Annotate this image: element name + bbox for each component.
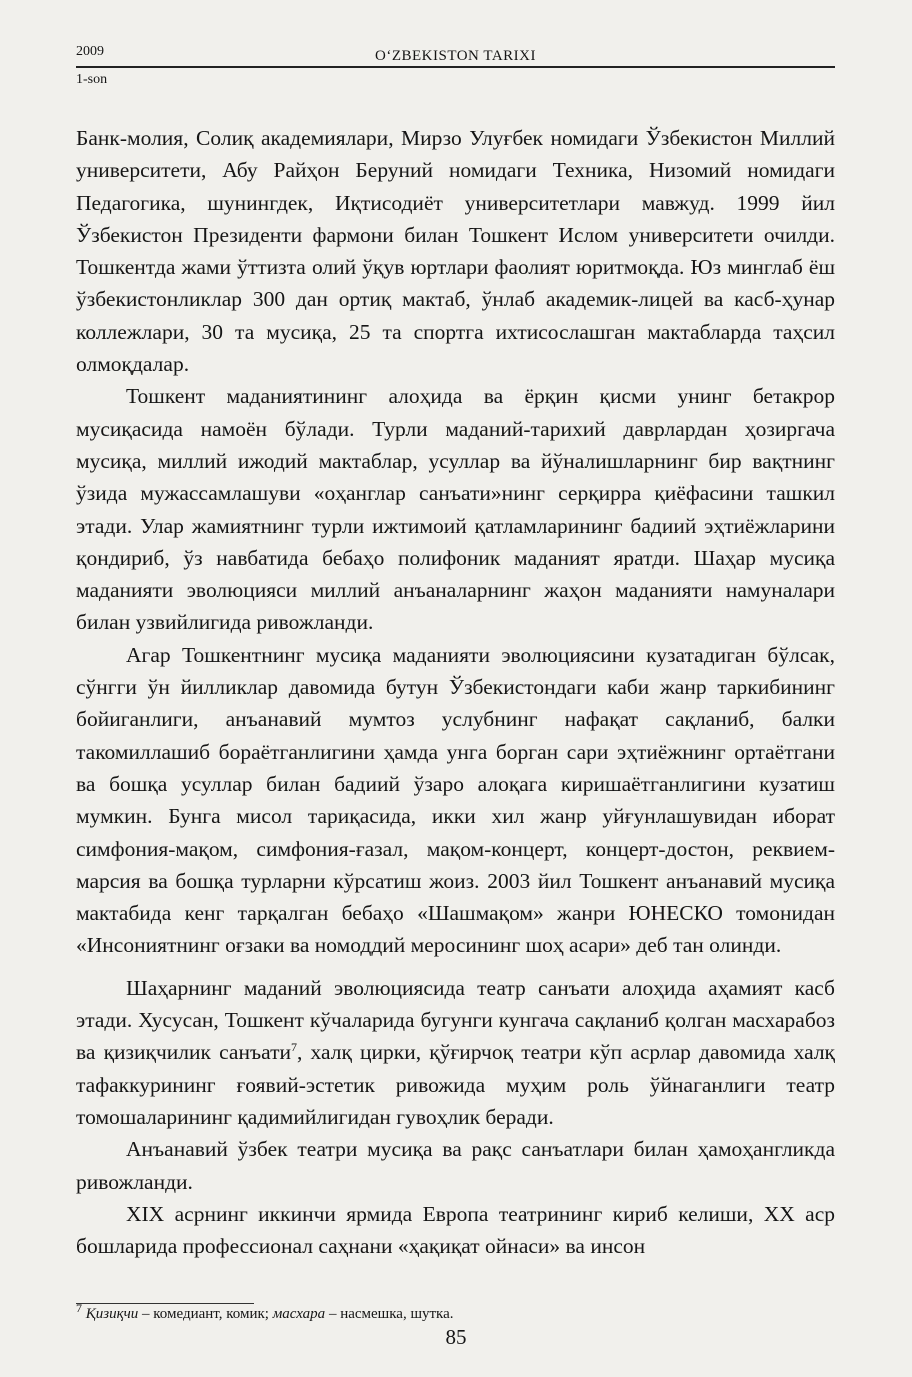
paragraph-text: , халқ цирки, қўғирчоқ театри кўп асрлар давомида халқ тафаккурининг ғоявий-эстетик ривожида муҳим роль ўйнаганлиги театр томошаларининг қадимийлигидан гувоҳлик беради. — [76, 1040, 835, 1129]
page-number: 85 — [445, 1325, 467, 1349]
footnote-ref: 7 — [290, 1040, 297, 1055]
header-issue: 1-son — [76, 72, 108, 87]
header-rule — [76, 66, 835, 68]
journal-title: O‘ZBEKISTON TARIXI — [375, 48, 536, 64]
footnote-term: масхара — [272, 1306, 326, 1322]
body-text — [76, 122, 835, 1262]
header-year: 2009 — [76, 44, 104, 59]
footnote-rule — [76, 1303, 254, 1304]
paragraph: XIX асрнинг иккинчи ярмида Европа театрининг кириб келиши, XX аср бошларида профессионал саҳнани «ҳақиқат ойнаси» ва инсон — [76, 1201, 835, 1259]
paragraph: Тошкент маданиятининг алоҳида ва ёрқин қисми унинг бетакрор мусиқасида намоён бўлади. Турли маданий-тарихий даврлардан ҳозиргача мусиқа, миллий ижодий мактаблар, усуллар ва йўналишларнинг бир вақтнинг ўзида мужассамлашуви «оҳанглар санъати»нинг серқирра қиёфасини ташкил этади. Улар жамиятнинг турли ижтимоий қатламларининг бадиий эҳтиёжларини қондириб, ўз навбатида бебаҳо полифоник маданият яратди. Шаҳар мусиқа маданияти эволюцияси миллий анъаналарнинг жаҳон маданияти намуналари билан узвийлигида ривожланди. — [76, 384, 835, 635]
paragraph: Агар Тошкентнинг мусиқа маданияти эволюциясини кузатадиган бўлсак, сўнгги ўн йилликлар давомида бутун Ўзбекистондаги каби жанр таркибининг бойиганлиги, анъанавий мумтоз услубнинг нафақат сақланиб, балки такомиллашиб бораётганлигини ҳамда унга борган сари эҳтиёжнинг ортаётгани ва бошқа усуллар билан бадиий ўзаро алоқага киришаётганлигини кузатиш мумкин. Бунга мисол тариқасида, икки хил жанр уйғунлашувидан иборат симфония-мақом, симфония-ғазал, мақом-концерт, концерт-достон, реквием-марсия ва бошқа турларни кўрсатиш жоиз. 2003 йил Тошкент анъанавий мусиқа мактабида кенг тарқалган бебаҳо «Шашмақом» жанри ЮНЕСКО томонидан «Инсониятнинг оғзаки ва номоддий меросининг шоҳ асари» деб тан олинди. — [76, 642, 835, 958]
paragraph: Анъанавий ўзбек театри мусиқа ва рақс санъатлари билан ҳамоҳангликда ривожланди. — [76, 1137, 835, 1194]
paragraph: Банк-молия, Солиқ академиялари, Мирзо Улуғбек номидаги Ўзбекистон Миллий университети, Абу Райҳон Беруний номидаги Техника, Низомий номидаги Педагогика, шунингдек, Иқтисодиёт университетлари мавжуд. 1999 йил Ўзбекистон Президенти фармони билан Тошкент Ислом университети очилди. Тошкентда жами ўттизта олий ўқув юртлари фаолият юритмоқда. Юз минглаб ёш ўзбекистонликлар 300 дан ортиқ мактаб, ўнлаб академик-лицей ва касб-ҳунар коллежлари, 30 та мусиқа, 25 та спортга ихтисослашган мактабларда таҳсил олмоқдалар. — [76, 126, 835, 377]
footnote — [76, 1301, 454, 1323]
footnote-term: Қизиқчи — [85, 1306, 139, 1322]
running-header — [76, 44, 835, 94]
footnote-def: – насмешка, шутка. — [325, 1306, 454, 1322]
footnote-mark: 7 — [76, 1301, 82, 1315]
footnote-def: – комедиант, комик; — [138, 1306, 273, 1322]
paragraph — [76, 972, 835, 1133]
paragraph-text: Шаҳарнинг маданий эволюциясида театр санъати алоҳида аҳамият касб этади. Хусусан, Тошкент кўчаларида бугунги кунгача сақланиб қолган масхарабоз ва қизиқчилик санъати — [76, 975, 835, 1065]
